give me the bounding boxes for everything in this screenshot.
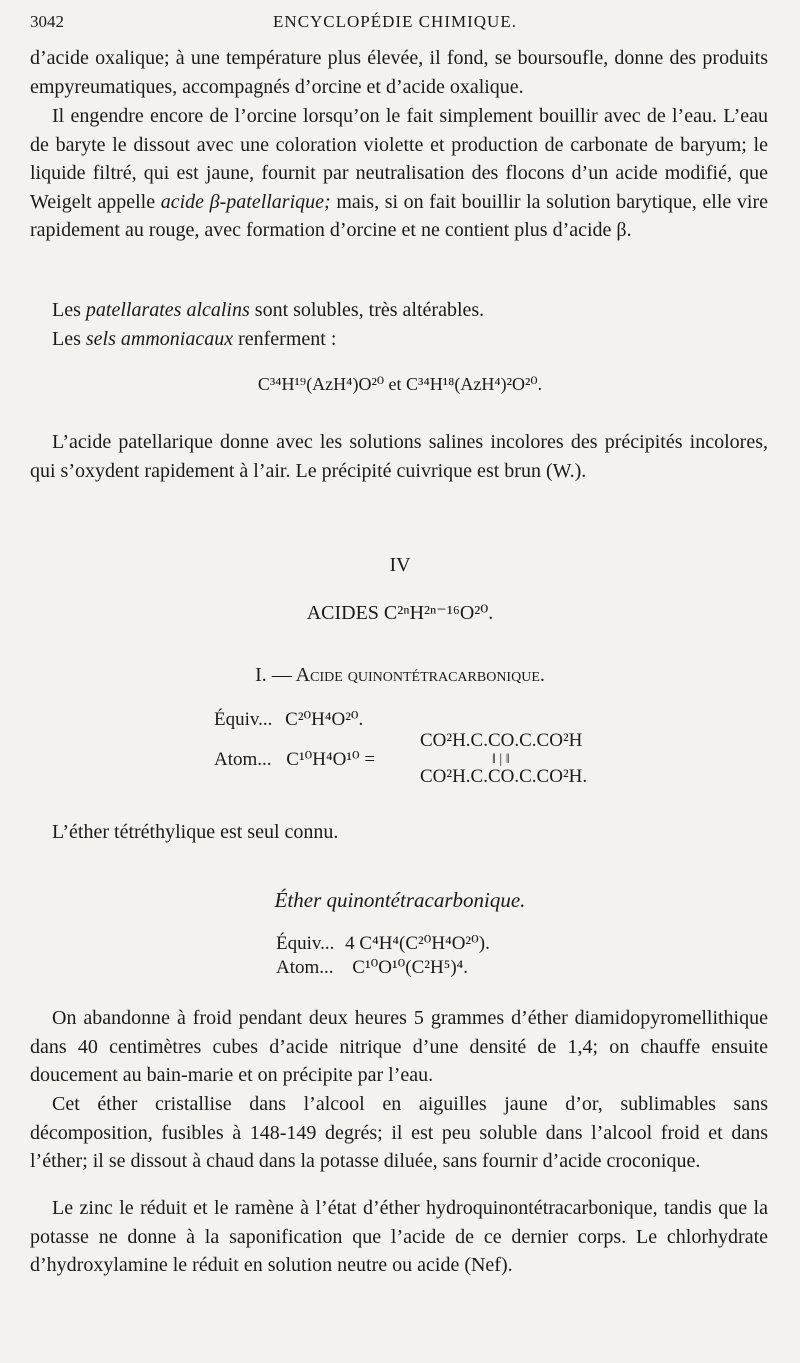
paragraph-orcine-italic: acide β-patellarique; xyxy=(160,190,331,213)
paragraph-orcine xyxy=(30,102,768,245)
paragraph-ammonium-salts xyxy=(30,325,768,354)
ether-title: Éther quinontétracarbonique. xyxy=(274,888,526,912)
ether-atom-formula: C¹⁰O¹⁰(C²H⁵)⁴. xyxy=(352,957,469,978)
equiv-formula: C²⁰H⁴O²⁰. xyxy=(285,709,364,730)
ammonium-text-a: Les xyxy=(52,328,86,350)
paragraph-orcine-text-b: mais, si on fait bouillir la solution barytique, elle vire rapidement au rouge, avec formation d’orcine et ne contient plus d’acide β. xyxy=(30,190,768,241)
patellarates-text-a: Les xyxy=(52,299,86,321)
ether-equiv-line xyxy=(276,932,490,955)
page-header xyxy=(30,12,760,38)
atom-line xyxy=(214,748,375,771)
ammonium-formula: C³⁴H¹⁹(AzH⁴)O²⁰ et C³⁴H¹⁸(AzH⁴)²O²⁰. xyxy=(257,374,543,394)
equiv-label: Équiv... xyxy=(214,709,273,730)
ether-equiv-formula: 4 C⁴H⁴(C²⁰H⁴O²⁰). xyxy=(345,933,490,954)
structure-bottom-line: CO²H.C.CO.C.CO²H. xyxy=(420,766,588,787)
ether-atom-line xyxy=(276,956,468,979)
paragraph-patellarates xyxy=(30,296,768,325)
paragraph-crystallisation: Cet éther cristallise dans l’alcool en aiguilles jaune d’or, sublimables sans décomposition, fusibles à 148-149 degrés; il est peu soluble dans l’alcool froid et dans l’éther; il se dissout à chaud dans la potasse diluée, sans fournir d’acide croconique. xyxy=(30,1093,768,1172)
paragraph-orcine-text-a: Il engendre encore de l’orcine lorsqu’on le fait simplement bouillir avec de l’eau. L’eau de baryte le dissout avec une coloration violette et production de carbonate de baryum; le liquide filtré, qui est jaune, fournit par neutralisation des flocons d’un acide modifié, que Weigelt appelle xyxy=(30,105,768,213)
section-number: IV xyxy=(389,554,411,576)
structure-bonds: ‖ | ‖ xyxy=(492,752,510,767)
structure-top-line: CO²H.C.CO.C.CO²H xyxy=(420,730,583,751)
patellarates-text-b: sont solubles, très altérables. xyxy=(249,299,485,321)
ammonium-italic: sels ammoniacaux xyxy=(85,328,234,350)
ether-atom-label: Atom... xyxy=(276,957,334,978)
paragraph-oxalic: d’acide oxalique; à une température plus élevée, il fond, se boursoufle, donne des produits empyreumatiques, accompagnés d’orcine et d’acide oxalique. xyxy=(30,47,768,98)
ammonium-text-b: renferment : xyxy=(233,328,337,350)
ether-equiv-label: Équiv... xyxy=(276,933,335,954)
paragraph-preparation: On abandonne à froid pendant deux heures 5 grammes d’éther diamidopyromellithique dans 40 centimètres cubes d’acide nitrique d’une densité de 1,4; on chauffe ensuite doucement au bain-marie et on précipite par l’eau. xyxy=(30,1007,768,1086)
atom-label: Atom... xyxy=(214,749,272,770)
patellarates-italic: patellarates alcalins xyxy=(85,299,250,321)
page-number: 3042 xyxy=(30,12,64,31)
paragraph-precipitates: L’acide patellarique donne avec les solutions salines incolores des précipités incolores, qui s’oxydent rapidement à l’air. Le précipité cuivrique est brun (W.). xyxy=(30,431,768,482)
running-title: ENCYCLOPÉDIE CHIMIQUE. xyxy=(273,12,517,31)
section-title: ACIDES C²ⁿH²ⁿ⁻¹⁶O²⁰. xyxy=(306,602,494,624)
equiv-line xyxy=(214,708,363,731)
subsection-title: I. — Acide quinontétracarbonique. xyxy=(255,664,545,686)
paragraph-tetraethyl-ether: L’éther tétréthylique est seul connu. xyxy=(52,821,339,843)
paragraph-reduction: Le zinc le réduit et le ramène à l’état d’éther hydroquinontétracarbonique, tandis que la potasse ne donne à la saponification que l’acide de ce dernier corps. Le chlorhydrate d’hydroxylamine le réduit en solution neutre ou acide (Nef). xyxy=(30,1197,768,1276)
atom-formula: C¹⁰H⁴O¹⁰ = xyxy=(286,749,376,770)
